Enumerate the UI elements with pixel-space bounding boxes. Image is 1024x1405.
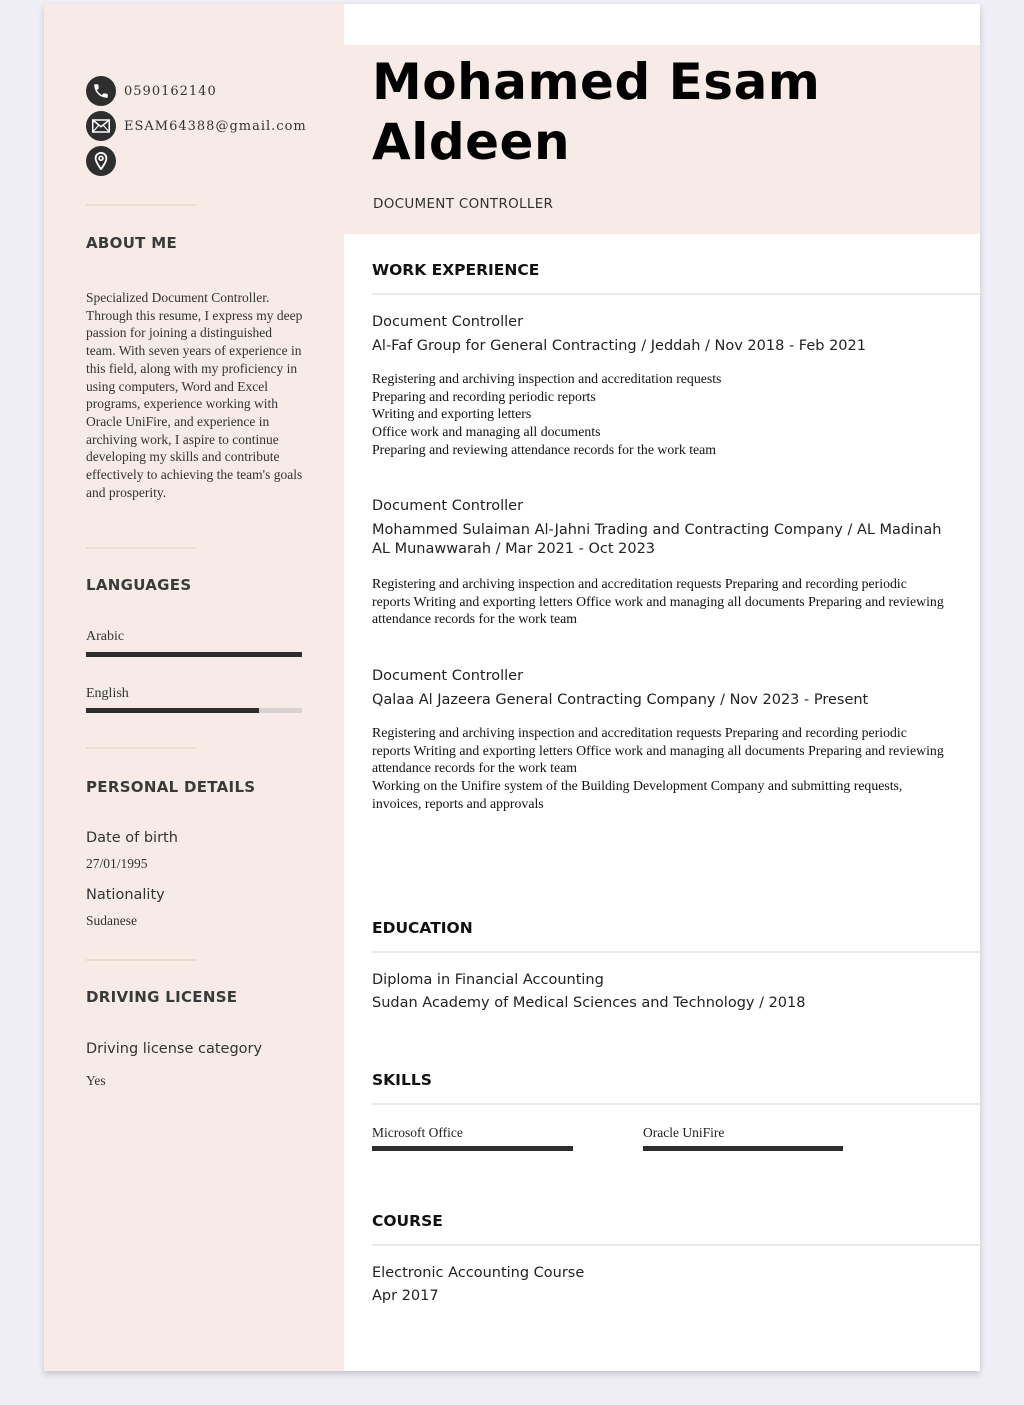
- name-line: Aldeen: [372, 113, 571, 171]
- education-school: Sudan Academy of Medical Sciences and Technology / 2018: [372, 995, 806, 1011]
- job-description: [372, 724, 947, 813]
- phone-text[interactable]: 0590162140: [124, 83, 217, 99]
- job-duty: Working on the Unifire system of the Building Development Company and submitting requests, invoices, reports and approvals: [372, 778, 903, 811]
- job-company: Al-Faf Group for General Contracting / Jeddah / Nov 2018 - Feb 2021: [372, 338, 866, 354]
- language-bar: [86, 652, 302, 657]
- name-line: Mohamed Esam: [372, 53, 821, 111]
- license-label: Driving license category: [86, 1041, 263, 1057]
- skill-bar: [643, 1146, 843, 1151]
- dob-value: 27/01/1995: [86, 856, 148, 871]
- course-heading: COURSE: [372, 1212, 443, 1230]
- job-duty: Preparing and reviewing attendance records for the work team: [372, 441, 717, 457]
- job-duty: Registering and archiving inspection and accreditation requests: [372, 371, 722, 386]
- language-bar: [86, 708, 302, 713]
- divider: [86, 747, 196, 749]
- driving-license-heading: DRIVING LICENSE: [86, 988, 238, 1006]
- skill-bar: [372, 1146, 573, 1151]
- work-experience-heading: WORK EXPERIENCE: [372, 261, 540, 279]
- resume-page: [44, 4, 980, 1371]
- job-company: Qalaa Al Jazeera General Contracting Company / Nov 2023 - Present: [372, 692, 869, 708]
- language-label: Arabic: [86, 629, 125, 644]
- course-date: Apr 2017: [372, 1288, 439, 1304]
- skill-label: Oracle UniFire: [643, 1125, 725, 1140]
- nationality-value: Sudanese: [86, 913, 137, 928]
- license-value: Yes: [86, 1073, 106, 1088]
- name-heading: [372, 52, 820, 172]
- sidebar: [44, 4, 344, 1371]
- about-text: Specialized Document Controller. Through this resume, I express my deep passion for joining a distinguished team. With seven years of experience in this field, along with my proficiency in using computers, Word and Excel programs, experience working with Oracle UniFire, and experience in archiving work, I aspire to continue developing my skills and contribute effectively to achieving the team's goals and prosperity.: [86, 290, 303, 500]
- divider: [86, 547, 196, 549]
- dob-label: Date of birth: [86, 830, 178, 846]
- education-degree: Diploma in Financial Accounting: [372, 972, 604, 988]
- about-heading: ABOUT ME: [86, 234, 178, 252]
- skills-heading: SKILLS: [372, 1071, 432, 1089]
- job-role: Document Controller: [372, 314, 524, 330]
- course-name: Electronic Accounting Course: [372, 1265, 585, 1281]
- skill-bar-fill: [372, 1146, 573, 1151]
- language-bar-fill: [86, 652, 302, 657]
- location-icon: [86, 146, 116, 176]
- divider: [86, 204, 196, 206]
- skill-label: Microsoft Office: [372, 1125, 463, 1140]
- mail-icon: [86, 111, 116, 141]
- job-duty: Preparing and recording periodic reports: [372, 388, 596, 404]
- section-divider: [372, 1103, 980, 1105]
- skill-bar-fill: [643, 1146, 843, 1151]
- job-title: DOCUMENT CONTROLLER: [373, 196, 554, 212]
- divider: [86, 959, 196, 961]
- job-duty: Writing and exporting letters: [372, 406, 532, 422]
- language-label: English: [86, 686, 129, 701]
- job-description: [372, 370, 947, 459]
- section-divider: [372, 293, 980, 295]
- job-company: Mohammed Sulaiman Al-Jahni Trading and Contracting Company / AL Madinah AL Munawwarah / Mar 2021 - Oct 2023: [372, 522, 942, 557]
- job-duty: Registering and archiving inspection and accreditation requests Preparing and recording periodic reports Writing and exporting letters Office work and managing all documents Preparing and reviewing attendance records for the work team: [372, 725, 944, 776]
- job-role: Document Controller: [372, 668, 524, 684]
- phone-row: [86, 76, 217, 106]
- email-row: [86, 111, 307, 141]
- job-description: Registering and archiving inspection and accreditation requests Preparing and recording periodic reports Writing and exporting letters Office work and managing all documents Preparing and reviewing attendance records for the work team: [372, 576, 944, 627]
- nationality-label: Nationality: [86, 887, 165, 903]
- education-heading: EDUCATION: [372, 919, 473, 937]
- job-role: Document Controller: [372, 498, 524, 514]
- job-duty: Office work and managing all documents: [372, 424, 601, 440]
- section-divider: [372, 1244, 980, 1246]
- phone-icon: [86, 76, 116, 106]
- languages-heading: LANGUAGES: [86, 576, 192, 594]
- email-text[interactable]: ESAM64388@gmail.com: [124, 118, 307, 134]
- language-bar-fill: [86, 708, 259, 713]
- personal-details-heading: PERSONAL DETAILS: [86, 778, 256, 796]
- section-divider: [372, 951, 980, 953]
- location-row: [86, 146, 116, 176]
